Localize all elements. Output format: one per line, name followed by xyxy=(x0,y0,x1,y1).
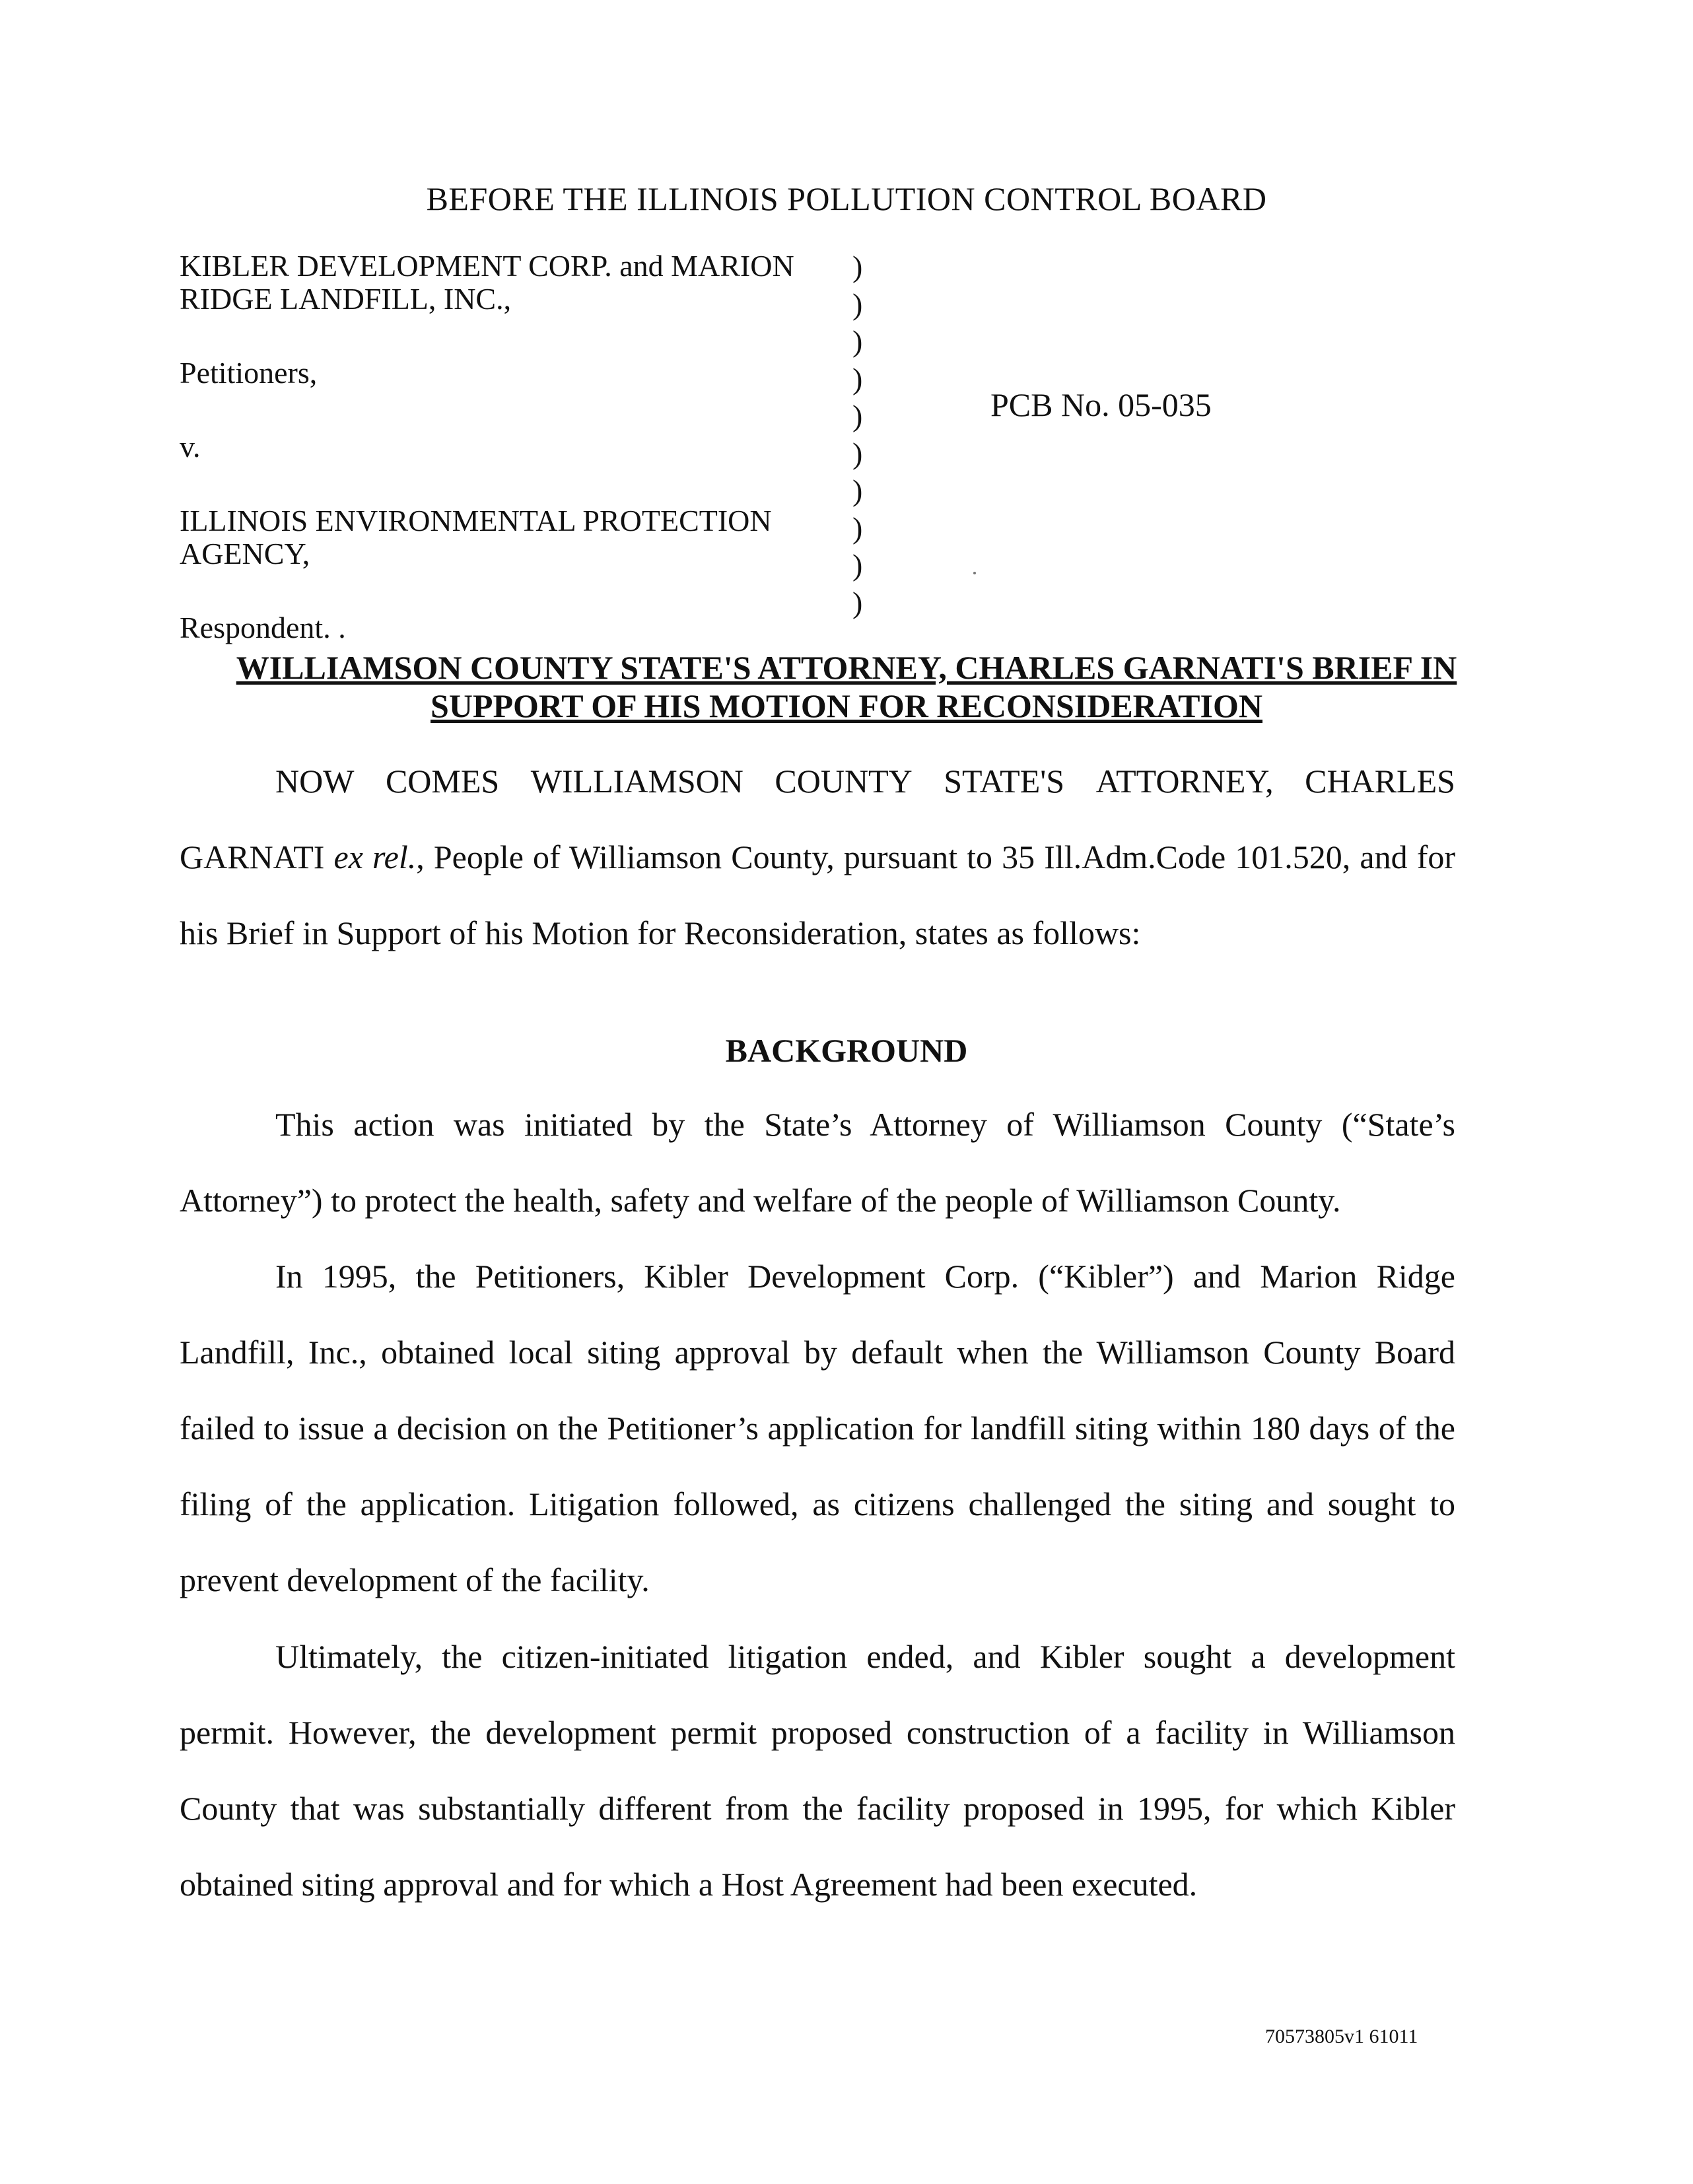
background-paragraph-2: In 1995, the Petitioners, Kibler Development Corp. (“Kibler”) and Marion Ridge Landfill, Inc., obtained local siting approval by default when the Williamson County Board failed to issue a decision on the Petitioner’s application for landfill siting within 180 days of the filing of the application. Litigation followed, as citizens challenged the siting and sought to prevent development of the facility. xyxy=(180,1258,1455,1598)
caption-paren: ) xyxy=(852,585,863,619)
caption-paren: ) xyxy=(852,473,863,507)
caption-paren: ) xyxy=(852,324,863,358)
intro-garnati: GARNATI xyxy=(180,838,334,875)
intro-word: NOW xyxy=(275,763,355,800)
intro-first-line xyxy=(180,743,1455,819)
caption-paren: ) xyxy=(852,510,863,545)
petitioner-name-line2: RIDGE LANDFILL, INC., xyxy=(180,282,512,316)
intro-word: CHARLES xyxy=(1305,763,1455,800)
background-paragraph-3: Ultimately, the citizen-initiated litigation ended, and Kibler sought a development permit. However, the development permit proposed construction of a facility in Williamson County that was substantially different from the facility proposed in 1995, for which Kibler obtained siting approval and for which a Host Agreement had been executed. xyxy=(180,1638,1455,1903)
caption-paren: ) xyxy=(852,548,863,582)
document-id-footer: 70573805v1 61011 xyxy=(1265,2026,1418,2047)
brief-title xyxy=(165,648,1528,725)
case-number: PCB No. 05-035 xyxy=(990,386,1212,423)
intro-word: STATE'S xyxy=(944,763,1065,800)
intro-paragraph xyxy=(180,743,1455,971)
respondent-name-line1: ILLINOIS ENVIRONMENTAL PROTECTION xyxy=(180,504,772,537)
caption-parenthesis-column xyxy=(852,248,879,621)
section-heading-background: BACKGROUND xyxy=(725,1032,968,1069)
caption-paren: ) xyxy=(852,399,863,432)
caption-paren: ) xyxy=(852,287,863,321)
court-title: BEFORE THE ILLINOIS POLLUTION CONTROL BOARD xyxy=(426,180,1267,217)
scan-speck xyxy=(973,572,976,574)
petitioner-name-line1: KIBLER DEVELOPMENT CORP. and MARION xyxy=(180,249,794,283)
intro-continuation xyxy=(180,819,1455,971)
brief-title-line2: SUPPORT OF HIS MOTION FOR RECONSIDERATION xyxy=(431,687,1262,724)
caption-paren: ) xyxy=(852,436,863,470)
brief-title-line1: WILLIAMSON COUNTY STATE'S ATTORNEY, CHARLES GARNATI'S BRIEF IN xyxy=(236,649,1457,686)
versus-label: v. xyxy=(180,430,201,463)
background-paragraph-1: This action was initiated by the State’s Attorney of Williamson County (“State’s Attorney”) to protect the health, safety and welfare of the people of Williamson County. xyxy=(180,1106,1455,1219)
petitioners-label: Petitioners, xyxy=(180,356,318,390)
respondent-label: Respondent. . xyxy=(180,611,346,644)
intro-word: COMES xyxy=(385,763,500,800)
caption-paren: ) xyxy=(852,250,863,283)
intro-ex-rel: ex rel. xyxy=(333,838,417,875)
intro-word: ATTORNEY, xyxy=(1095,763,1274,800)
caption-paren: ) xyxy=(852,361,863,395)
intro-word: WILLIAMSON xyxy=(530,763,743,800)
intro-word: COUNTY xyxy=(775,763,913,800)
respondent-name-line2: AGENCY, xyxy=(180,537,310,570)
case-caption-parties xyxy=(180,250,813,644)
intro-rest: , People of Williamson County, pursuant to 35 Ill.Adm.Code 101.520, and for his Brief in Support of his Motion for Reconsideration, states as follows: xyxy=(180,838,1455,951)
